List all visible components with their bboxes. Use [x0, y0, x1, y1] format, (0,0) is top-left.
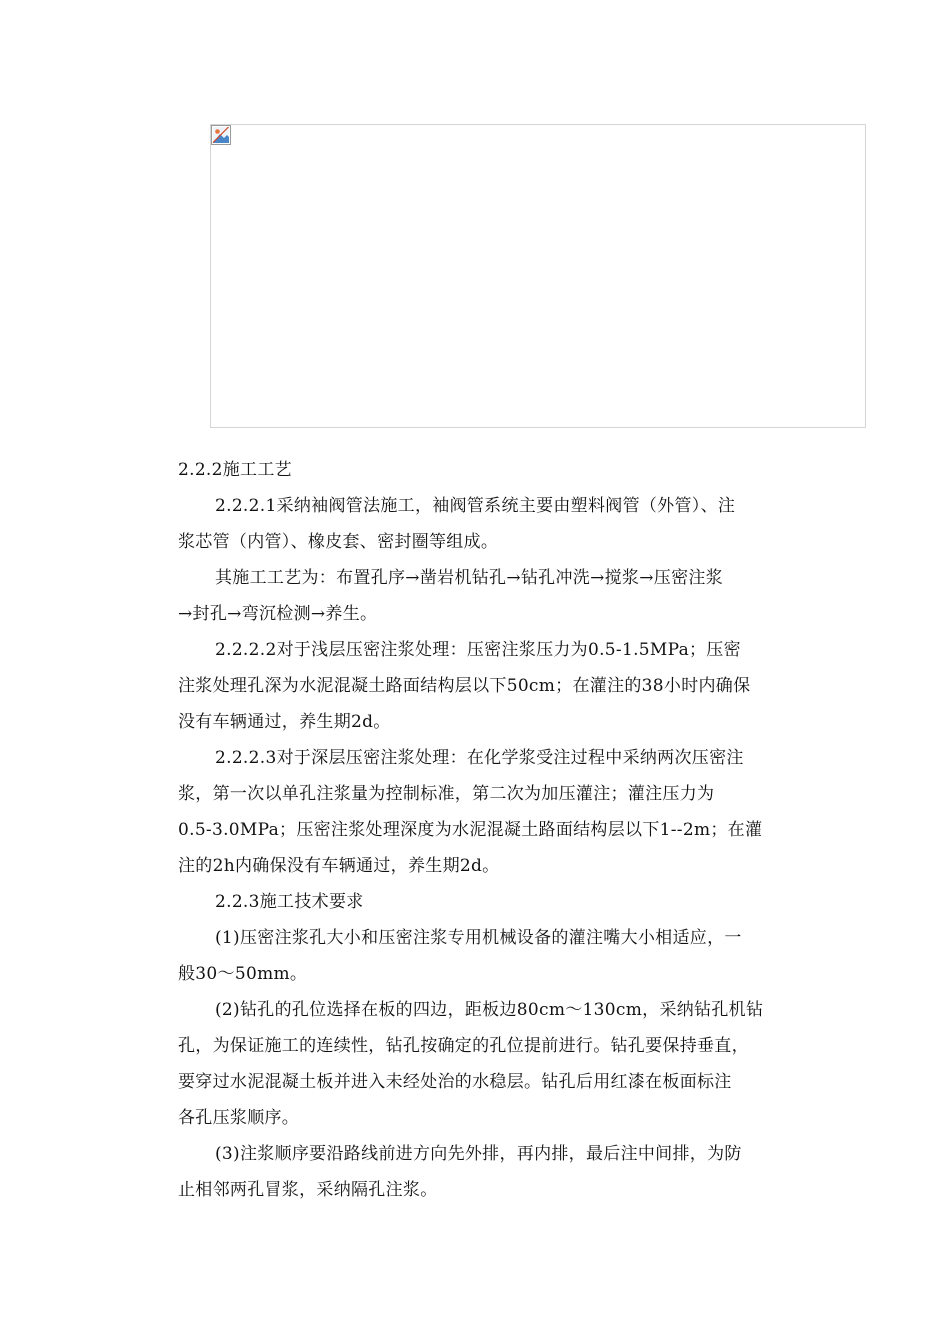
paragraph-line: (1)压密注浆孔大小和压密注浆专用机械设备的灌注嘴大小相适应，一 — [215, 928, 742, 948]
figure-placeholder — [210, 124, 866, 428]
paragraph-line: 各孔压浆顺序。 — [178, 1108, 300, 1128]
section-heading: 2.2.2施工工艺 — [178, 460, 292, 480]
paragraph-line: 止相邻两孔冒浆，采纳隔孔注浆。 — [178, 1180, 438, 1200]
paragraph-line: (3)注浆顺序要沿路线前进方向先外排，再内排，最后注中间排，为防 — [215, 1144, 742, 1164]
paragraph-line: 2.2.2.1采纳袖阀管法施工，袖阀管系统主要由塑料阀管（外管）、注 — [215, 496, 736, 516]
paragraph-line: →封孔→弯沉检测→养生。 — [178, 604, 378, 624]
paragraph-line: 般30～50mm。 — [178, 964, 308, 984]
paragraph-line: 浆，第一次以单孔注浆量为控制标准，第二次为加压灌注；灌注压力为 — [178, 784, 715, 804]
paragraph-line: 2.2.2.3对于深层压密注浆处理：在化学浆受注过程中采纳两次压密注 — [215, 748, 744, 768]
paragraph-line: (2)钻孔的孔位选择在板的四边，距板边80cm～130cm，采纳钻孔机钻 — [215, 1000, 764, 1020]
paragraph-line: 没有车辆通过，养生期2d。 — [178, 712, 391, 732]
section-heading: 2.2.3施工技术要求 — [215, 892, 364, 912]
paragraph-line: 其施工工艺为：布置孔序→凿岩机钻孔→钻孔冲洗→搅浆→压密注浆 — [215, 568, 723, 588]
broken-image-icon — [211, 125, 231, 145]
paragraph-line: 0.5-3.0MPa；压密注浆处理深度为水泥混凝土路面结构层以下1--2m；在灌 — [178, 820, 763, 840]
paragraph-line: 要穿过水泥混凝土板并进入未经处治的水稳层。钻孔后用红漆在板面标注 — [178, 1072, 732, 1092]
paragraph-line: 孔，为保证施工的连续性，钻孔按确定的孔位提前进行。钻孔要保持垂直， — [178, 1036, 749, 1056]
paragraph-line: 注的2h内确保没有车辆通过，养生期2d。 — [178, 856, 500, 876]
paragraph-line: 浆芯管（内管）、橡皮套、密封圈等组成。 — [178, 532, 499, 552]
paragraph-line: 注浆处理孔深为水泥混凝土路面结构层以下50cm；在灌注的38小时内确保 — [178, 676, 751, 696]
paragraph-line: 2.2.2.2对于浅层压密注浆处理：压密注浆压力为0.5-1.5MPa；压密 — [215, 640, 741, 660]
